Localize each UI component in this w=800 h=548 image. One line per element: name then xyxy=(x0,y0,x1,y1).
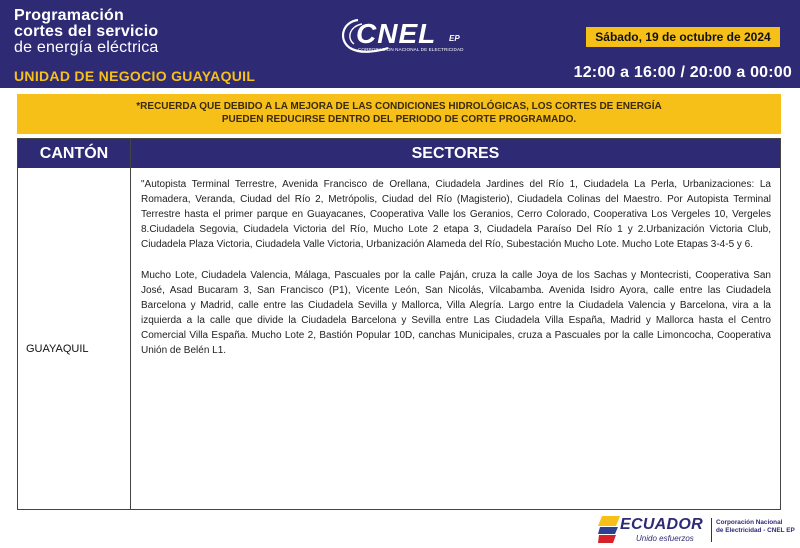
schedule-date: Sábado, 19 de octubre de 2024 xyxy=(586,27,780,47)
title-line-1: Programación xyxy=(14,7,124,24)
corp-line-1: Corporación Nacional xyxy=(716,519,783,526)
sectors-paragraph-2: Mucho Lote, Ciudadela Valencia, Málaga, Pascuales por la calle Paján, cruza la calle Joya de los Sachas y Montecristi, Cooperativa San José, Asad Bucaram 3, San Francisco (P1), Vicente León, San Nicolás, Vilcabamba. Avenida Isidro Ayora, calle entre las Ciudadela Barcelona y Madrid, calle entre las Ciudadela Sevilla y Mallorca, Villa Alegría. Largo entre la Ciudadela Valencia y Barcelona, vira a la izquierda a la calle que divide la Ciudadela Barcelona y Sevilla entre Las Ciudadela Villa España, Madrid y Mallorca hasta el Centro Comercial Villa España. Mucho Lote 2, Bastión Popular 10D, canchas Municipales, cruza a Pascuales por la calle Limoncocha, Cooperativa Unión de Belén L1. xyxy=(141,270,771,356)
footer-divider xyxy=(711,518,712,542)
notice-line-1: *RECUERDA QUE DEBIDO A LA MEJORA DE LAS CONDICIONES HIDROLÓGICAS, LOS CORTES DE ENERGÍA xyxy=(136,101,662,112)
footer-government-logo xyxy=(598,514,798,548)
ecuador-tagline: Unido esfuerzos xyxy=(636,534,694,543)
ecuador-flag-icon xyxy=(598,516,620,544)
corp-line-2: de Electricidad - CNEL EP xyxy=(716,527,795,534)
hydrology-notice xyxy=(17,94,781,134)
business-unit-label: UNIDAD DE NEGOCIO GUAYAQUIL xyxy=(14,68,256,84)
outage-schedule-table xyxy=(17,138,781,510)
logo-subtitle: CORPORACIÓN NACIONAL DE ELECTRICIDAD xyxy=(358,47,464,52)
title-line-2: cortes del servicio xyxy=(14,23,159,40)
header-canton: CANTÓN xyxy=(39,145,109,162)
logo-wordmark: CNEL xyxy=(356,18,437,49)
cnel-logo xyxy=(336,14,476,58)
column-divider xyxy=(130,139,131,509)
header-sectores: SECTORES xyxy=(411,145,500,162)
footer-corporation-name xyxy=(716,519,795,535)
notice-line-2: PUEDEN REDUCIRSE DENTRO DEL PERIODO DE CORTE PROGRAMADO. xyxy=(221,114,577,125)
sectors-cell xyxy=(141,177,771,374)
ecuador-wordmark: ECUADOR xyxy=(620,516,703,533)
table-header-row xyxy=(18,139,780,168)
logo-suffix: EP xyxy=(449,34,460,43)
outage-time-range: 12:00 a 16:00 / 20:00 a 00:00 xyxy=(573,64,792,81)
header-banner xyxy=(0,0,800,88)
sectors-paragraph-1: "Autopista Terminal Terrestre, Avenida Francisco de Orellana, Ciudadela Jardines del Río 1, Ciudadela La Perla, Urbanizaciones: La Romadera, Veranda, Ciudad del Río 2, Metrópolis, Ciudad del Río (Magisterio), Ciudadela Colinas del Maestro. Por Autopista Terminal Terrestre hasta el primer parque en Guayacanes, Cooperativa Valle los Geranios, Cerro Colorado, Cooperativa Los Vergeles 10, Vergeles 8.Ciudadela Segovia, Ciudadela Victoria del Río, Mucho Lote 2 etapa 3, Ciudadela Paraíso Del Río 1 y 2.Urbanización Victoria Club, Ciudadela Plaza Victoria, Ciudadela Valle Victoria, Urbanización Alameda del Río, Subestación Mucho Lote. Mucho Lote Etapas 3-4-5 y 6. xyxy=(141,179,771,250)
program-title xyxy=(14,8,159,56)
title-line-3: de energía eléctrica xyxy=(14,39,159,56)
canton-cell: GUAYAQUIL xyxy=(26,343,89,355)
